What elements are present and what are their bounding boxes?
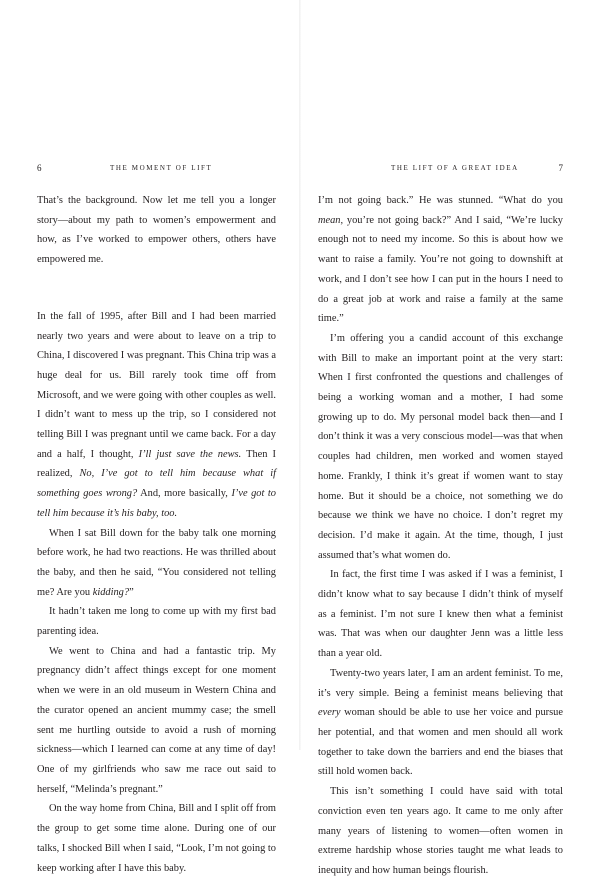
right-running-head: THE LIFT OF A GREAT IDEA [391, 164, 519, 172]
paragraph: That’s the background. Now let me tell you a longer story—about my path to women’s empowerment and how, as I’ve worked to empower others, others have empowered me. [37, 195, 276, 266]
paragraph: I’m offering you a candid account of this exchange with Bill to make an important point at the very start: When I first confronted the questions and challenges of being a working woman and a mother, I had some growing up to do. My personal model back then—and I don’t think it was a very conscious model—was that when couples had children, men worked and women stayed home. Frankly, I think it’s great if women want to stay home. But it should be a choice, not something we do because we think we have no choice. I don’t regret my decision. I’d make it again. At the time, though, I just assumed that’s what women do. [318, 332, 563, 561]
paragraph: We went to China and had a fantastic trip. My pregnancy didn’t affect things except for one moment when we were in an old museum in Western China and the curator opened an ancient mummy case; the smell sent me hurtling outside to avoid a rush of morning sickness—which I learned can come at any time of day! One of my girlfriends who saw me race out said to herself, “Melinda’s pregnant.” [37, 645, 276, 795]
paragraph: In fact, the first time I was asked if I was a feminist, I didn’t know what to say because I didn’t think of myself as a feminist. I’m not sure I knew then what a feminist was. That was when our daughter Jenn was a little less than a year old. [318, 569, 563, 660]
left-running-head: THE MOMENT OF LIFT [110, 164, 213, 172]
page-gutter [299, 0, 301, 750]
left-page [37, 163, 276, 878]
right-page-number: 7 [558, 163, 563, 173]
paragraph: I’m not going back.” He was stunned. “What do you mean, you’re not going back?” And I said, “We’re lucky enough not to need my income. So this is about how we want to raise a family. You’re not going to downshift at work, and I don’t see how I can put in the hours I need to do a great job at work and raise a family at the same time.” [318, 195, 563, 325]
left-page-header [37, 163, 276, 177]
paragraph: On the way home from China, Bill and I split off from the group to get some time alone. During one of our talks, I shocked Bill when I said, “Look, I’m not going to keep working after I have this baby. [37, 803, 276, 874]
paragraph: Twenty-two years later, I am an ardent feminist. To me, it’s very simple. Being a feminist means believing that every woman should be able to use her voice and pursue her potential, and that women and men should all work together to take down the barriers and end the biases that still hold women back. [318, 667, 563, 778]
paragraph: In the fall of 1995, after Bill and I had been married nearly two years and were about to leave on a trip to China, I discovered I was pregnant. This China trip was a huge deal for us. Bill rarely took time off from Microsoft, and we were going with other couples as well. I didn’t want to mess up the trip, so I considered not telling Bill I was pregnant until we came back. For a day and a half, I thought, I’ll just save the news. Then I realized, No, I’ve got to tell him because what if something goes wrong? And, more basically, I’ve got to tell him because it’s his baby, too. [37, 310, 276, 519]
paragraph: It hadn’t taken me long to come up with my first bad parenting idea. [37, 606, 276, 638]
paragraph: This isn’t something I could have said with total conviction even ten years ago. It came to me only after many years of listening to women—often women in extreme hardship whose stories taught me what leads to inequity and how human beings flourish. [318, 786, 563, 876]
paragraph: When I sat Bill down for the baby talk one morning before work, he had two reactions. He was thrilled about the baby, and then he said, “You considered not telling me? Are you kidding?” [37, 527, 276, 598]
right-page-header [318, 163, 563, 177]
left-page-number: 6 [37, 163, 42, 173]
right-page [318, 163, 563, 881]
